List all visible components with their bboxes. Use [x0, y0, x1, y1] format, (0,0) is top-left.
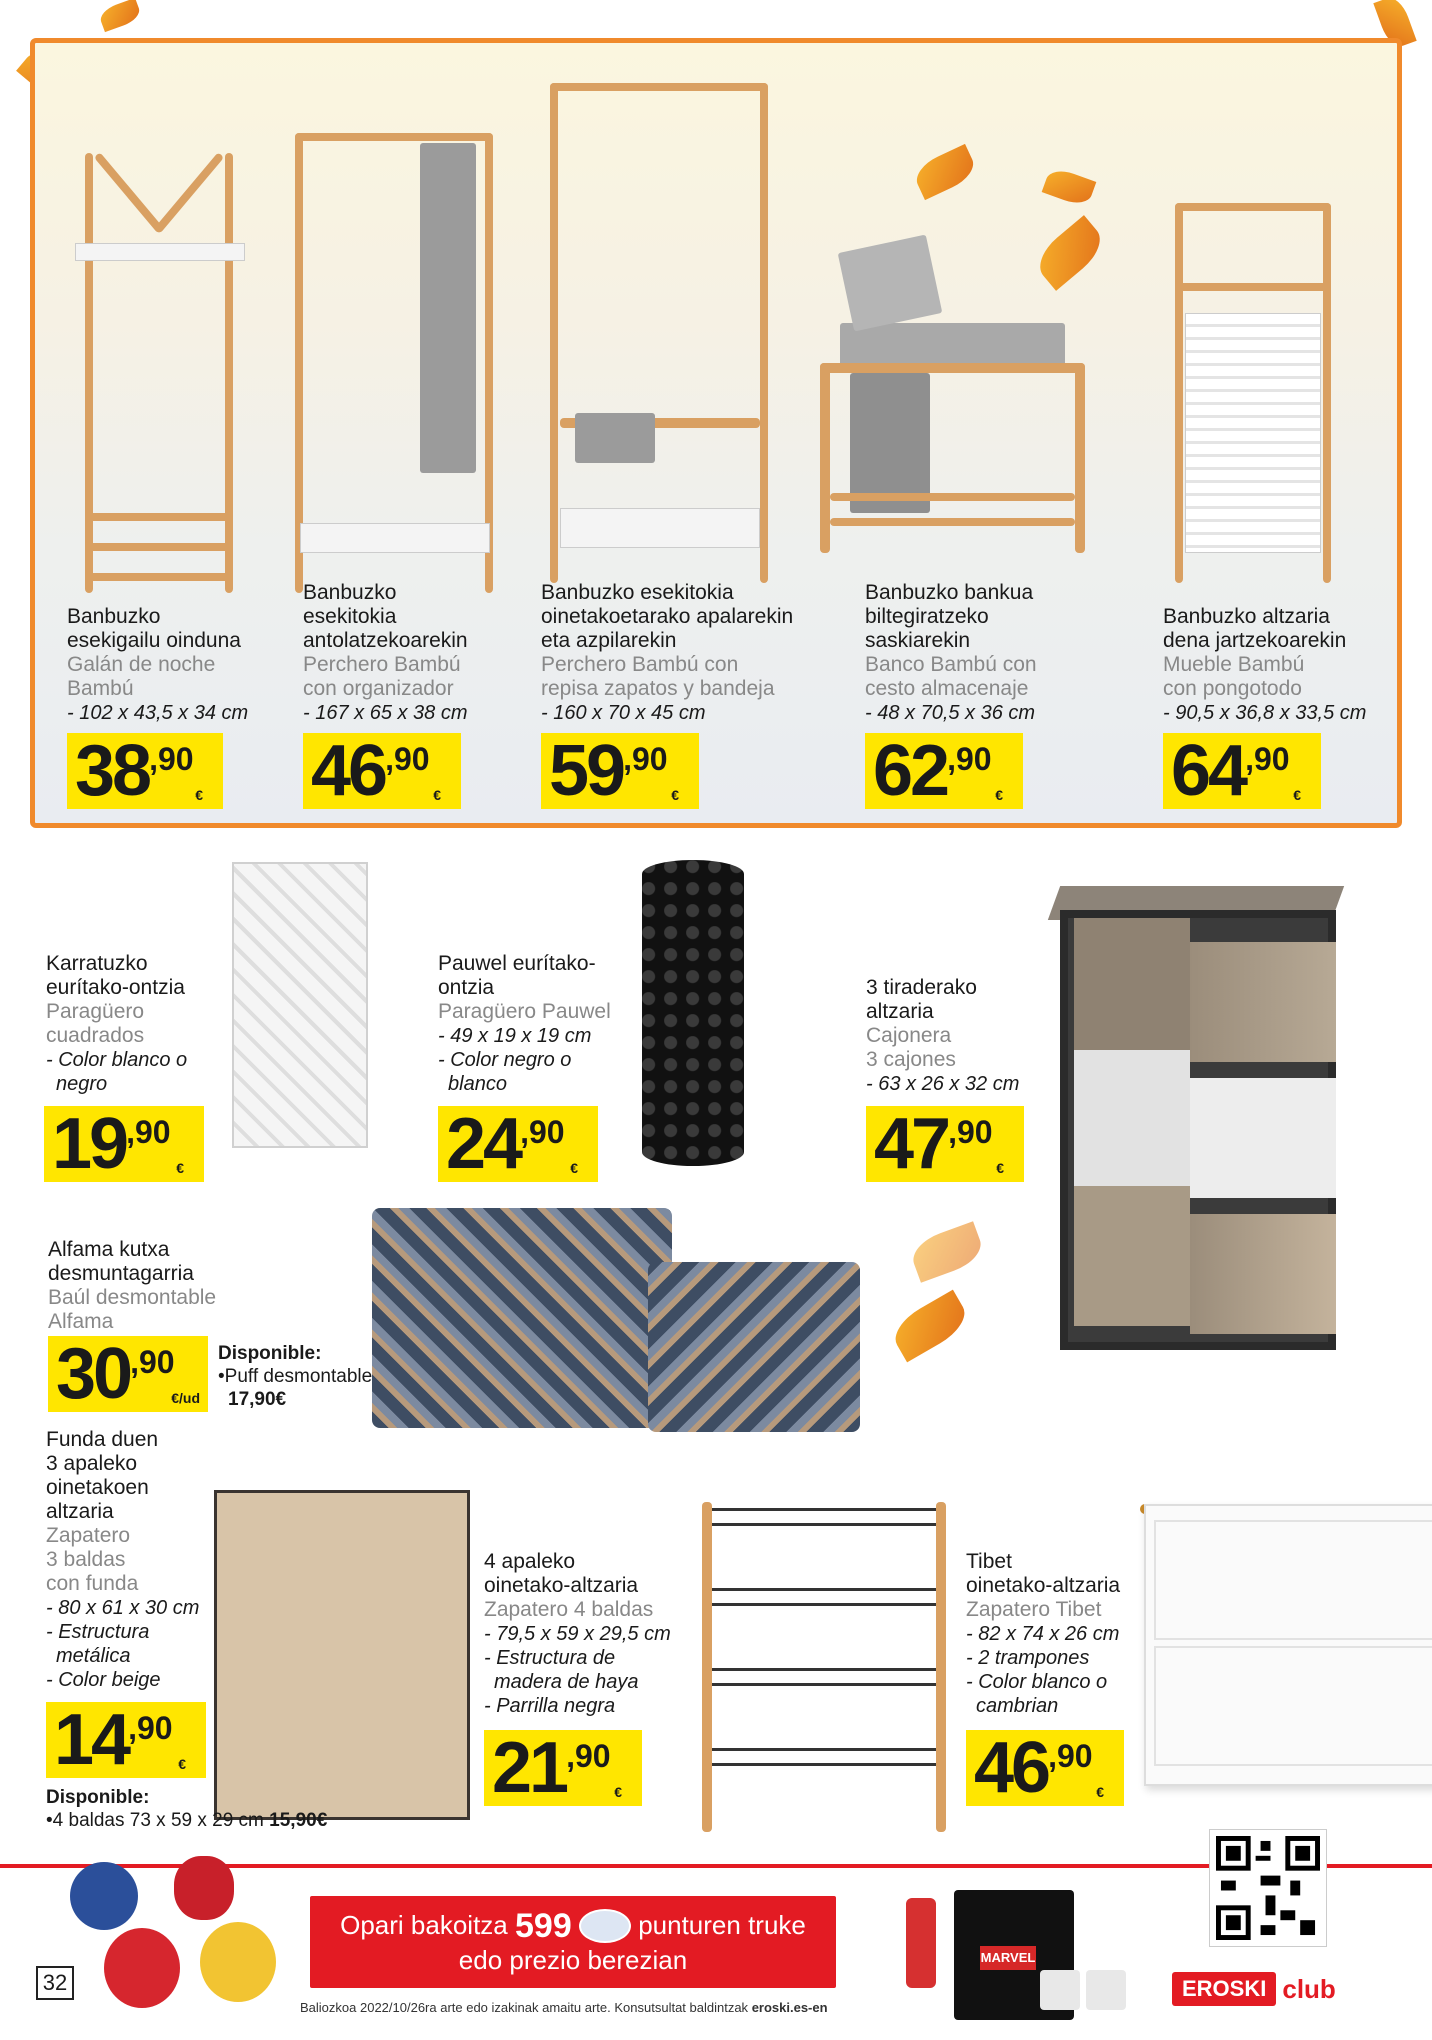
product-dimensions: - Estructura de	[484, 1647, 616, 1669]
featured-bamboo-panel	[30, 38, 1402, 828]
product-dimensions: metálica	[56, 1645, 131, 1667]
product-name-es: Bambú	[67, 677, 134, 700]
product-dimensions: negro	[56, 1073, 108, 1095]
product-name-es: Perchero Bambú con	[541, 653, 739, 676]
product-dimensions: - Color negro o	[438, 1049, 572, 1071]
product-dimensions: cambrian	[976, 1695, 1059, 1717]
qr-code-graphic	[1216, 1836, 1320, 1940]
product-name-es: Paragüero	[46, 1000, 145, 1023]
product-pauwel-umbrella-stand	[438, 952, 611, 1096]
product-name-eu: oinetako-altzaria	[966, 1574, 1121, 1597]
product-dimensions: - 167 x 65 x 38 cm	[303, 702, 468, 724]
product-name-es: Zapatero Tibet	[966, 1598, 1102, 1621]
product-name-es: 3 cajones	[866, 1048, 956, 1071]
product-name-es: Zapatero	[46, 1524, 131, 1547]
autumn-leaf-icon	[1030, 215, 1109, 291]
product-name-es: Cajonera	[866, 1024, 952, 1047]
autumn-leaf-icon	[911, 144, 980, 200]
club-label: club	[1282, 1973, 1336, 2004]
price-tag: 19 ,90 €	[44, 1106, 204, 1182]
price-tag: 21 ,90 €	[484, 1730, 642, 1806]
product-name-eu: desmuntagarria	[48, 1262, 194, 1285]
product-name-eu: 3 apaleko	[46, 1452, 138, 1475]
product-tibet-shoe-cabinet	[966, 1550, 1120, 1718]
price-tag: 46 ,90 €	[966, 1730, 1124, 1806]
product-name-eu: saskiarekin	[865, 629, 971, 652]
product-name-eu: Banbuzko	[67, 605, 161, 628]
product-name-eu: Karratuzko	[46, 952, 148, 975]
product-dimensions: - 80 x 61 x 30 cm	[46, 1597, 200, 1619]
product-name-es: Mueble Bambú	[1163, 653, 1305, 676]
points-badge-icon	[579, 1909, 631, 1943]
product-name-eu: oinetakoetarako apalarekin	[541, 605, 794, 628]
product-name-es: cuadrados	[46, 1024, 145, 1047]
autumn-leaf-icon	[887, 1290, 973, 1363]
price-tag: 46 ,90 €	[303, 733, 461, 809]
eroski-logo: EROSKI	[1172, 1972, 1276, 2006]
product-name-es: Perchero Bambú	[303, 653, 461, 676]
qr-code-icon[interactable]	[1210, 1830, 1326, 1946]
product-dimensions: - 102 x 43,5 x 34 cm	[67, 702, 249, 724]
product-name-eu: Banbuzko altzaria	[1163, 605, 1330, 628]
availability-note: Disponible: •4 baldas 73 x 59 x 29 cm 15,90€	[46, 1787, 328, 1831]
product-name-eu: Banbuzko esekitokia	[541, 581, 734, 604]
product-name-es: Banco Bambú con	[865, 653, 1037, 676]
product-dimensions: blanco	[448, 1073, 507, 1095]
eroski-club-logo	[1172, 1970, 1336, 2008]
product-name-eu: altzaria	[866, 1000, 934, 1023]
product-bamboo-cabinet	[1163, 605, 1366, 725]
product-dimensions: - Color blanco o	[966, 1671, 1108, 1693]
availability-note: Disponible: •Puff desmontable 17,90€	[218, 1343, 373, 1410]
product-name-es: cesto almacenaje	[865, 677, 1029, 700]
product-valet-stand	[67, 605, 248, 725]
product-name-eu: Alfama kutxa	[48, 1238, 170, 1261]
product-name-es: con organizador	[303, 677, 454, 700]
product-coat-rack-tray	[541, 581, 793, 725]
validity-footnote: Baliozkoa 2022/10/26ra arte edo izakinak amaitu arte. Konsutsultat baldintzak eroski.es-en	[300, 2000, 828, 2015]
autumn-leaf-icon	[1042, 166, 1097, 209]
product-name-eu: eurítako-ontzia	[46, 976, 185, 999]
product-name-es: Paragüero Pauwel	[438, 1000, 611, 1023]
product-name-eu: Funda duen	[46, 1428, 159, 1451]
product-name-eu: ontzia	[438, 976, 495, 999]
product-name-eu: Banbuzko	[303, 581, 397, 604]
product-name-eu: biltegiratzeko	[865, 605, 989, 628]
product-name-es: Baúl desmontable	[48, 1286, 217, 1309]
product-name-es: Zapatero 4 baldas	[484, 1598, 654, 1621]
product-dimensions: - Estructura	[46, 1621, 150, 1643]
product-name-es: repisa zapatos y bandeja	[541, 677, 775, 700]
price-tag: 47 ,90 €	[866, 1106, 1024, 1182]
product-alfama-trunk	[48, 1238, 216, 1334]
product-name-eu: altzaria	[46, 1500, 114, 1523]
product-square-umbrella-stand	[46, 952, 187, 1096]
square-umbrella-stand-image	[232, 862, 368, 1148]
product-four-shelf-shoe-rack	[484, 1550, 671, 1718]
product-name-es: Alfama	[48, 1310, 114, 1333]
price-tag: 64 ,90 €	[1163, 733, 1321, 809]
product-name-eu: antolatzekoarekin	[303, 629, 468, 652]
gift-points-banner[interactable]: Opari bakoitza 599 punturen truke edo prezio berezian	[310, 1896, 836, 1988]
product-dimensions: - 49 x 19 x 19 cm	[438, 1025, 592, 1047]
covered-shoe-rack-image	[214, 1490, 470, 1820]
product-name-es: Galán de noche	[67, 653, 216, 676]
product-dimensions: - 63 x 26 x 32 cm	[866, 1073, 1020, 1095]
terms-link[interactable]: eroski.es-en	[751, 2000, 828, 2015]
product-name-eu: Pauwel eurítako-	[438, 952, 596, 975]
product-name-es: con funda	[46, 1572, 139, 1595]
product-name-eu: oinetakoen	[46, 1476, 149, 1499]
autumn-leaf-icon	[907, 1221, 986, 1283]
product-dimensions: - Color beige	[46, 1669, 161, 1691]
product-name-eu: dena jartzekoarekin	[1163, 629, 1347, 652]
product-name-eu: eta azpilarekin	[541, 629, 677, 652]
product-name-eu: 3 tiraderako	[866, 976, 977, 999]
product-name-es: con pongotodo	[1163, 677, 1302, 700]
product-name-es: 3 baldas	[46, 1548, 126, 1571]
product-dimensions: - 2 trampones	[966, 1647, 1090, 1669]
price-tag: 24 ,90 €	[438, 1106, 598, 1182]
product-name-eu: Banbuzko bankua	[865, 581, 1034, 604]
price-tag: 14 ,90 €	[46, 1702, 206, 1778]
product-dimensions: - 82 x 74 x 26 cm	[966, 1623, 1120, 1645]
product-drawer-cabinet	[866, 976, 1019, 1096]
product-dimensions: - Parrilla negra	[484, 1695, 616, 1717]
price-tag: 30 ,90 €/ud	[48, 1336, 208, 1412]
points-value: 599	[515, 1907, 572, 1945]
product-name-eu: esekitokia	[303, 605, 397, 628]
product-name-eu: esekigailu oinduna	[67, 629, 241, 652]
marvel-label: MARVEL	[980, 1946, 1036, 1970]
product-name-eu: Tibet	[966, 1550, 1012, 1573]
price-tag: 62 ,90 €	[865, 733, 1023, 809]
product-dimensions: - 160 x 70 x 45 cm	[541, 702, 706, 724]
product-dimensions: madera de haya	[494, 1671, 639, 1693]
product-coat-rack-organizer	[303, 581, 468, 725]
product-dimensions: - 79,5 x 59 x 29,5 cm	[484, 1623, 671, 1645]
product-dimensions: - 90,5 x 36,8 x 33,5 cm	[1163, 702, 1367, 724]
product-dimensions: - 48 x 70,5 x 36 cm	[865, 702, 1036, 724]
autumn-leaf-icon	[97, 0, 142, 32]
product-name-eu: oinetako-altzaria	[484, 1574, 639, 1597]
product-name-eu: 4 apaleko	[484, 1550, 576, 1573]
price-tag: 38 ,90 €	[67, 733, 223, 809]
page-number: 32	[36, 1966, 74, 2000]
product-covered-shoe-rack	[46, 1428, 199, 1692]
price-tag: 59 ,90 €	[541, 733, 699, 809]
pauwel-umbrella-stand-image	[642, 860, 744, 1166]
product-dimensions: - Color blanco o	[46, 1049, 188, 1071]
product-storage-bench	[865, 581, 1037, 725]
